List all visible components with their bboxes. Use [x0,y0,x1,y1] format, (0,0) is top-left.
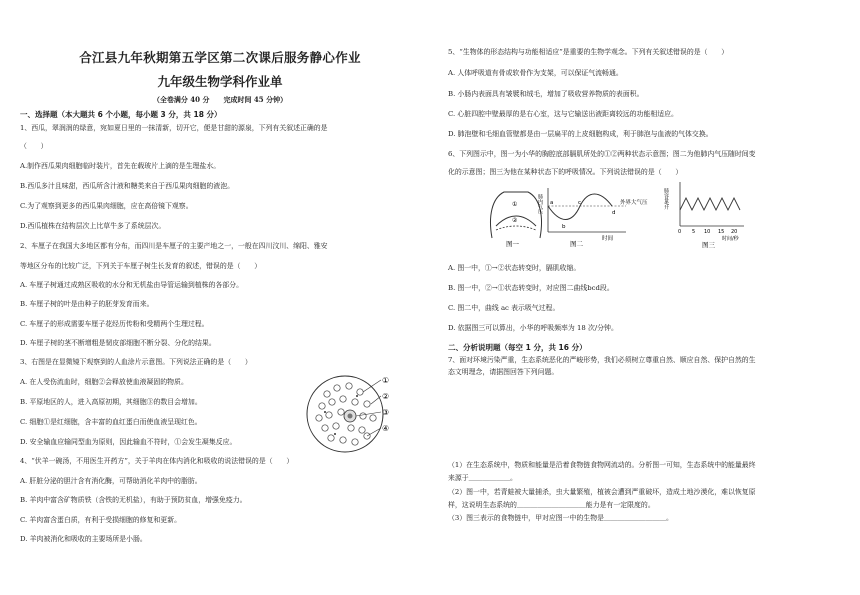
q5-option-d: D. 肺泡壁和毛细血管壁都是由一层扁平的上皮细胞构成，利于肺泡与血液的气体交换。 [448,130,713,138]
q6-stem: 6、下列图示中，图一为小华的胸腔底部膈肌所处的①②两种状态示意图；图二为他肺内气压随时间变 [448,150,756,158]
lung-volume-figure [664,176,750,248]
fig2-ylabel: 肺内气压 [537,194,543,214]
q2-option-d: D. 车厘子树的茎不断增粗是韧皮部细胞不断分裂、分化的结果。 [20,339,216,347]
fig2-point-a: a [550,200,554,206]
q4-option-a: A. 肝脏分泌的胆汁含有消化酶，可帮助消化羊肉中的脂肪。 [20,477,202,485]
q5-option-b: B. 小肠内表面具有皱襞和绒毛，增加了吸收营养物质的表面积。 [448,90,644,98]
section2-title: 二、分析说明题（每空 1 分，共 16 分） [448,343,587,352]
q2-stem-2: 等地区分布的比较广泛，下列关于车厘子树生长发育的叙述，错误的是（ ） [20,262,262,270]
q1-option-d: D.西瓜植株在结构层次上比草牛多了系统层次。 [20,222,166,230]
q1-stem: 1、西瓜，翠润润的绿意，宛如夏日里的一抹清新，切开它，便是甘甜的源泉，下列有关叙述正确的是 [20,124,328,132]
q3-option-c: C. 细胞①是红细胞，含丰富的血红蛋白而使血液呈现红色。 [20,418,202,426]
q4-option-d: D. 羊肉被消化和吸收的主要场所是小肠。 [20,535,147,543]
q6-option-d: D. 依据图三可以算出，小华的呼吸频率为 18 次/分钟。 [448,324,618,332]
q3-option-a: A. 在人受伤流血时，细胞②会释放使血液凝固的物质。 [20,378,188,386]
q7-part1-line2: 来源于＿＿＿＿＿＿。 [448,474,517,482]
q2-stem: 2、车厘子在我国大多地区都有分布，而四川是车厘子的主要产地之一，一般在四川汶川、绵阳、雅安 [20,242,328,250]
q1-option-c: C.为了观察到更多的西瓜果肉细胞，应在高倍镜下观察。 [20,202,193,210]
exam-meta: （全卷满分 40 分 完成时间 45 分钟） [152,95,288,104]
q2-option-c: C. 车厘子的形成需要车厘子花经历传粉和受精两个生理过程。 [20,320,209,328]
diaphragm-state-1: ① [512,201,518,208]
q5-stem: 5、“生物体的形态结构与功能相适应”是重要的生物学观念。下列有关叙述错误的是（ ） [448,48,729,56]
q6-stem-2: 化的示意图；图三为他在某种状态下的呼吸情况。下列说法错误的是（ ） [448,168,683,176]
q5-option-a: A. 人体呼吸道有骨或软骨作为支架，可以保证气流畅通。 [448,69,623,77]
q4-stem: 4、“伏羊一碗汤，不用医生开药方”，关于羊肉在体内消化和吸收的说法错误的是（ ） [20,457,294,465]
smear-label-1: ① [382,376,390,385]
fig3-ylabel: 肺容量/升 [663,188,669,210]
q1-stem-paren: （ ） [20,142,48,150]
fig3-xlabel: 时间/秒 [722,236,739,242]
fig2-point-b: b [562,224,566,230]
q3-stem: 3、右图是在显微镜下观察到的人血涂片示意图。下列说法正确的是（ ） [20,358,252,366]
q7-part1-line1: （1）在生态系统中，物质和能量是沿着食物链食物网流动的。分析图一可知，生态系统中的能量最终 [448,461,756,469]
q7-stem: 7、面对环境污染严重，生态系统恶化的严峻形势，我们必须树立尊重自然、顺应自然、保护自然的生 [448,356,756,364]
q6-option-c: C. 图二中，曲线 ac 表示吸气过程。 [448,304,560,312]
q3-option-b: B. 平原地区的人，进入高原初期，其细胞③的数目会增加。 [20,398,202,406]
page-subtitle: 九年级生物学科作业单 [157,74,283,89]
q1-option-a: A.制作西瓜果肉细胞临时装片，首先在载玻片上滴的是生理盐水。 [20,162,221,170]
fig3-tick-20: 20 [731,229,738,235]
smear-label-3: ③ [382,408,390,417]
blood-smear-figure [305,370,397,460]
q4-option-c: C. 羊肉富含蛋白质，有利于受损细胞的修复和更新。 [20,516,181,524]
q1-option-b: B.西瓜多汁且味甜，西瓜所含汁液和糖类来自于西瓜果肉细胞的液泡。 [20,182,234,190]
q3-option-d: D. 安全输血应输同型血为原则，因此输血不符时，①会发生凝集反应。 [20,438,237,446]
fig3-tick-15: 15 [718,229,725,235]
page-title: 合江县九年秋期第五学区第二次课后服务静心作业 [79,50,361,65]
q7-part3: （3）图三表示的食物链中，甲对应图一中的生物是＿＿＿＿＿＿＿＿＿。 [448,514,673,522]
q4-option-b: B. 羊肉中富含矿物质铁（含铁的无机盐），有助于预防贫血，增强免疫力。 [20,496,247,504]
fig2-xlabel: 时间 [602,236,614,242]
q5-option-c: C. 心脏四腔中壁最厚的是右心室，这与它输送出液距离较远的功能相适应。 [448,110,678,118]
q7-stem-2: 态文明理念，请据图回答下列问题。 [448,368,559,376]
fig2-point-d: d [612,210,616,216]
smear-label-4: ④ [382,424,390,433]
fig2-label: 图二 [570,240,583,248]
smear-label-2: ② [382,392,390,401]
lung-pressure-figure [537,184,662,248]
fig3-tick-10: 10 [704,229,711,235]
fig1-label: 图一 [506,240,519,248]
q7-part2-line1: （2）图一中，若青蛙被大量捕杀，虫大量繁殖，植被会遭到严重破坏，造成土地沙漠化，难以恢复原 [448,488,756,496]
q6-option-b: B. 图一中，②→①状态转变时，对应图二曲线bcd段。 [448,284,614,292]
fig3-tick-0: 0 [678,229,682,235]
fig3-tick-5: 5 [692,229,696,235]
fig2-point-c: c [578,200,582,206]
fig2-outside-label: 外界大气压 [620,200,648,206]
q6-option-a: A. 图一中，①→②状态转变时，膈肌收缩。 [448,264,581,272]
q2-option-a: A. 车厘子树通过成熟区吸收的水分和无机盐由导管运输到植株的各部分。 [20,281,243,289]
section1-title: 一、选择题（本大题共 6 个小题，每小题 3 分，共 18 分） [20,110,222,119]
q2-option-b: B. 车厘子树的叶是由种子的胚芽发育而来。 [20,300,154,308]
q7-part2-line2: 样，这说明生态系统的＿＿＿＿＿＿＿＿＿＿能力是有一定限度的。 [448,501,655,509]
diaphragm-state-2: ② [512,217,518,224]
fig3-label: 图三 [702,241,715,249]
